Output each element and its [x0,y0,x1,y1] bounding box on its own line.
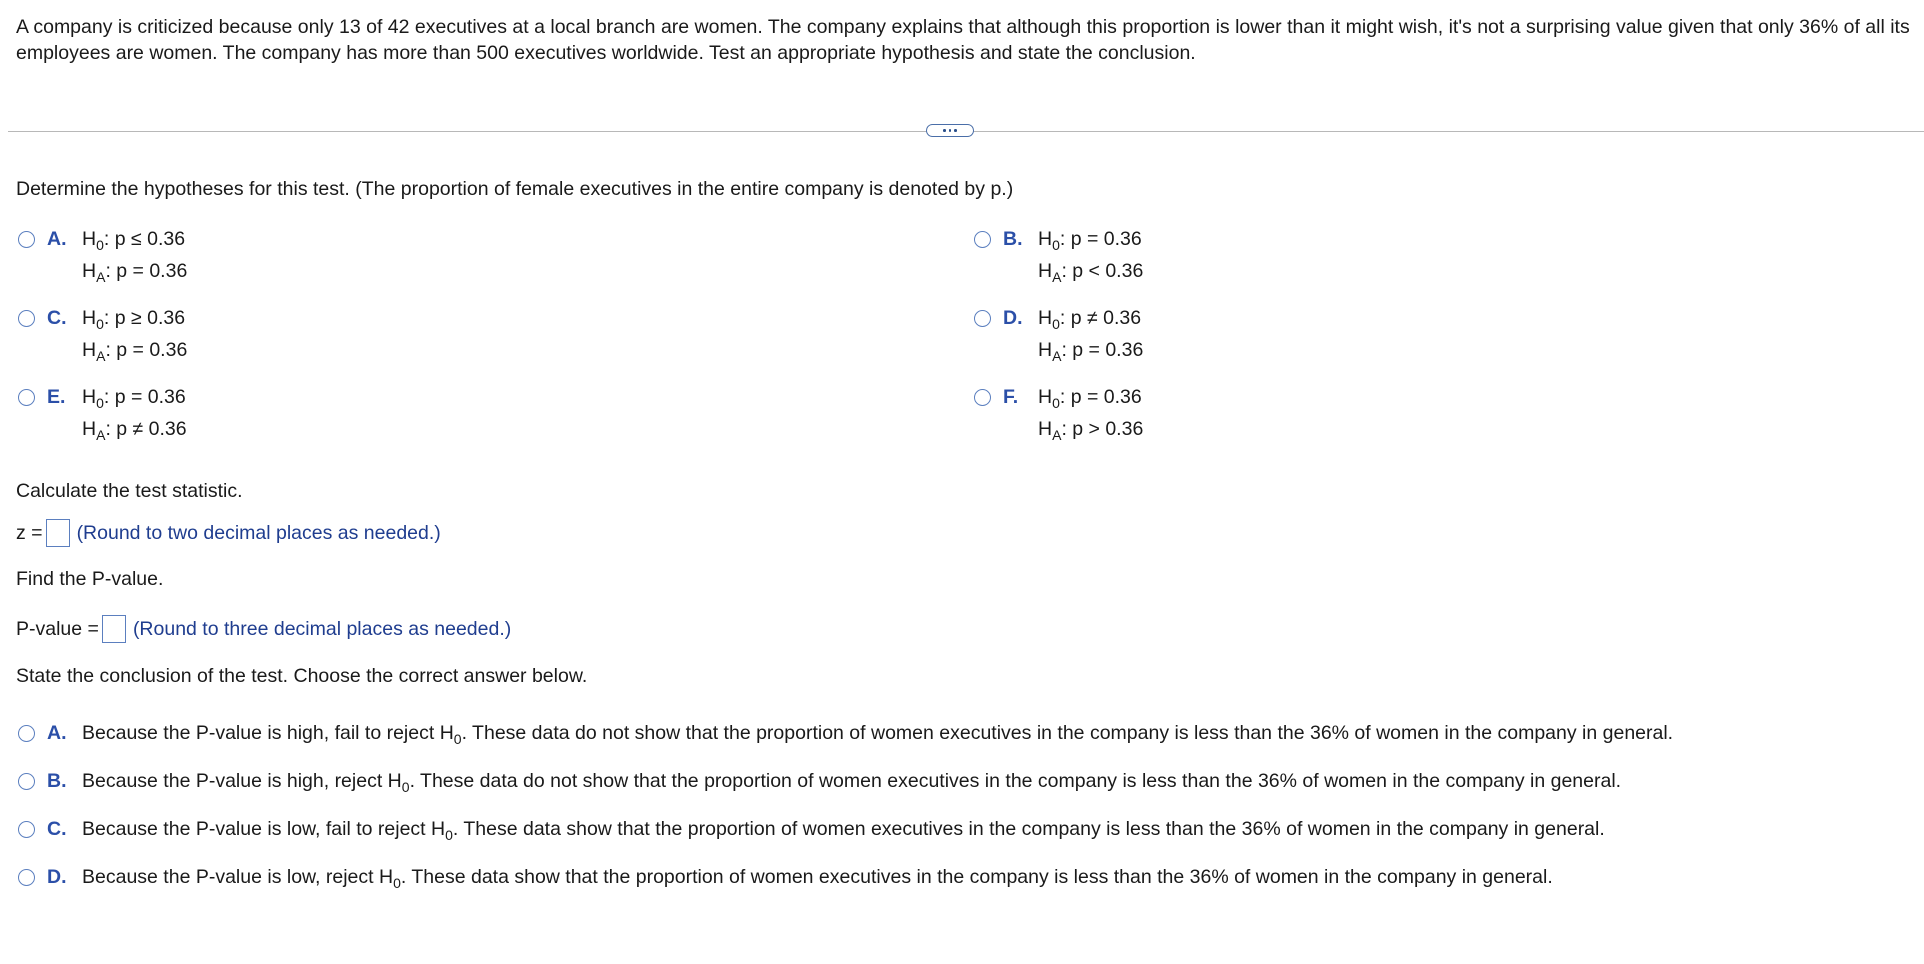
ellipsis-icon [943,129,946,132]
radio-button[interactable] [974,310,991,327]
option-text-part: Because the P-value is low, fail to reject H [82,818,446,840]
h0-expression: : p ≠ 0.36 [1059,307,1142,329]
option-text-part: . These data do not show that the proportion of women executives in the company is less than the 36% of women in the company in general. [409,770,1622,792]
p-value-label: P-value = [16,618,99,640]
option-letter: E. [47,386,66,408]
h-symbol: H [82,228,97,250]
h0-expression: : p = 0.36 [103,386,186,408]
ha-expression: : p < 0.36 [1061,260,1144,282]
z-answer-row [16,519,441,547]
ha-expression: : p > 0.36 [1061,418,1144,440]
null-hypothesis [1038,307,1141,330]
h-symbol: H [1038,386,1053,408]
radio-button[interactable] [18,231,35,248]
null-hypothesis [82,307,185,330]
radio-button[interactable] [974,389,991,406]
conclusion-prompt: State the conclusion of the test. Choose the correct answer below. [16,665,588,687]
h-subscript: 0 [96,395,104,411]
option-letter: A. [47,722,67,744]
ha-expression: : p = 0.36 [1061,339,1144,361]
option-text-part: Because the P-value is low, reject H [82,866,394,888]
z-input[interactable] [46,519,70,547]
option-letter: B. [1003,228,1023,250]
h-symbol: H [82,386,97,408]
test-statistic-prompt: Calculate the test statistic. [16,480,243,502]
h0-expression: : p = 0.36 [1059,228,1142,250]
ha-expression: : p ≠ 0.36 [105,418,187,440]
h-symbol: H [82,260,97,282]
h0-expression: : p ≤ 0.36 [103,228,186,250]
p-value-rounding-hint: (Round to three decimal places as needed.) [132,618,512,640]
h-symbol: H [1038,418,1053,440]
h-subscript: A [96,348,106,364]
option-text [82,866,1553,889]
alt-hypothesis [82,260,187,283]
p-value-prompt: Find the P-value. [16,568,164,590]
null-hypothesis [82,228,185,251]
h-subscript: 0 [96,237,104,253]
null-hypothesis [82,386,186,409]
radio-button[interactable] [974,231,991,248]
p-value-input[interactable] [102,615,126,643]
alt-hypothesis [82,418,187,441]
alt-hypothesis [1038,339,1143,362]
option-letter: C. [47,818,67,840]
h-symbol: H [82,418,97,440]
h-subscript: 0 [1052,395,1060,411]
h-subscript: 0 [1052,316,1060,332]
h-subscript: 0 [453,731,462,747]
p-value-answer-row [16,615,511,643]
ellipsis-icon [949,129,952,132]
h-subscript: A [1052,269,1062,285]
h-subscript: A [1052,427,1062,443]
h-subscript: 0 [96,316,104,332]
radio-button[interactable] [18,310,35,327]
null-hypothesis [1038,386,1142,409]
ha-expression: : p = 0.36 [105,339,188,361]
option-letter: A. [47,228,67,250]
option-text-part: . These data show that the proportion of women executives in the company is less than the 36% of women in the company in general. [400,866,1553,888]
option-letter: C. [47,307,67,329]
h-symbol: H [82,339,97,361]
alt-hypothesis [1038,418,1143,441]
option-text-part: . These data show that the proportion of women executives in the company is less than the 36% of women in the company in general. [452,818,1605,840]
h0-expression: : p ≥ 0.36 [103,307,186,329]
radio-button[interactable] [18,773,35,790]
h0-expression: : p = 0.36 [1059,386,1142,408]
alt-hypothesis [82,339,187,362]
hypotheses-prompt: Determine the hypotheses for this test. (The proportion of female executives in the entire company is denoted by p.) [16,178,1014,200]
h-symbol: H [1038,307,1053,329]
option-text [82,818,1605,841]
expand-more-button[interactable] [926,124,974,137]
h-symbol: H [82,307,97,329]
option-text-part: Because the P-value is high, fail to reject H [82,722,454,744]
h-subscript: 0 [445,827,453,843]
z-label: z = [16,522,43,544]
radio-button[interactable] [18,869,35,886]
h-subscript: A [1052,348,1062,364]
option-text [82,770,1621,793]
option-letter: D. [47,866,67,888]
problem-statement: A company is criticized because only 13 of 42 executives at a local branch are women. The company explains that although this proportion is lower than it might wish, it's not a surprising value given that only 36% of all its employees are women. The company has more than 500 executives worldwide. Test an appropriate hypothesis and state the conclusion. [16,16,1910,64]
radio-button[interactable] [18,389,35,406]
option-letter: F. [1003,386,1019,408]
h-subscript: 0 [1052,237,1060,253]
option-letter: D. [1003,307,1023,329]
h-symbol: H [1038,339,1053,361]
radio-button[interactable] [18,821,35,838]
h-subscript: A [96,269,106,285]
h-subscript: 0 [401,779,410,795]
ha-expression: : p = 0.36 [105,260,188,282]
option-letter: B. [47,770,67,792]
option-text [82,722,1673,745]
h-subscript: 0 [393,875,401,891]
h-symbol: H [1038,228,1053,250]
z-rounding-hint: (Round to two decimal places as needed.) [76,522,441,544]
h-symbol: H [1038,260,1053,282]
option-text-part: . These data do not show that the proportion of women executives in the company is less than the 36% of women in the company in general. [461,722,1674,744]
alt-hypothesis [1038,260,1143,283]
radio-button[interactable] [18,725,35,742]
ellipsis-icon [954,129,957,132]
option-text-part: Because the P-value is high, reject H [82,770,402,792]
null-hypothesis [1038,228,1142,251]
h-subscript: A [96,427,106,443]
